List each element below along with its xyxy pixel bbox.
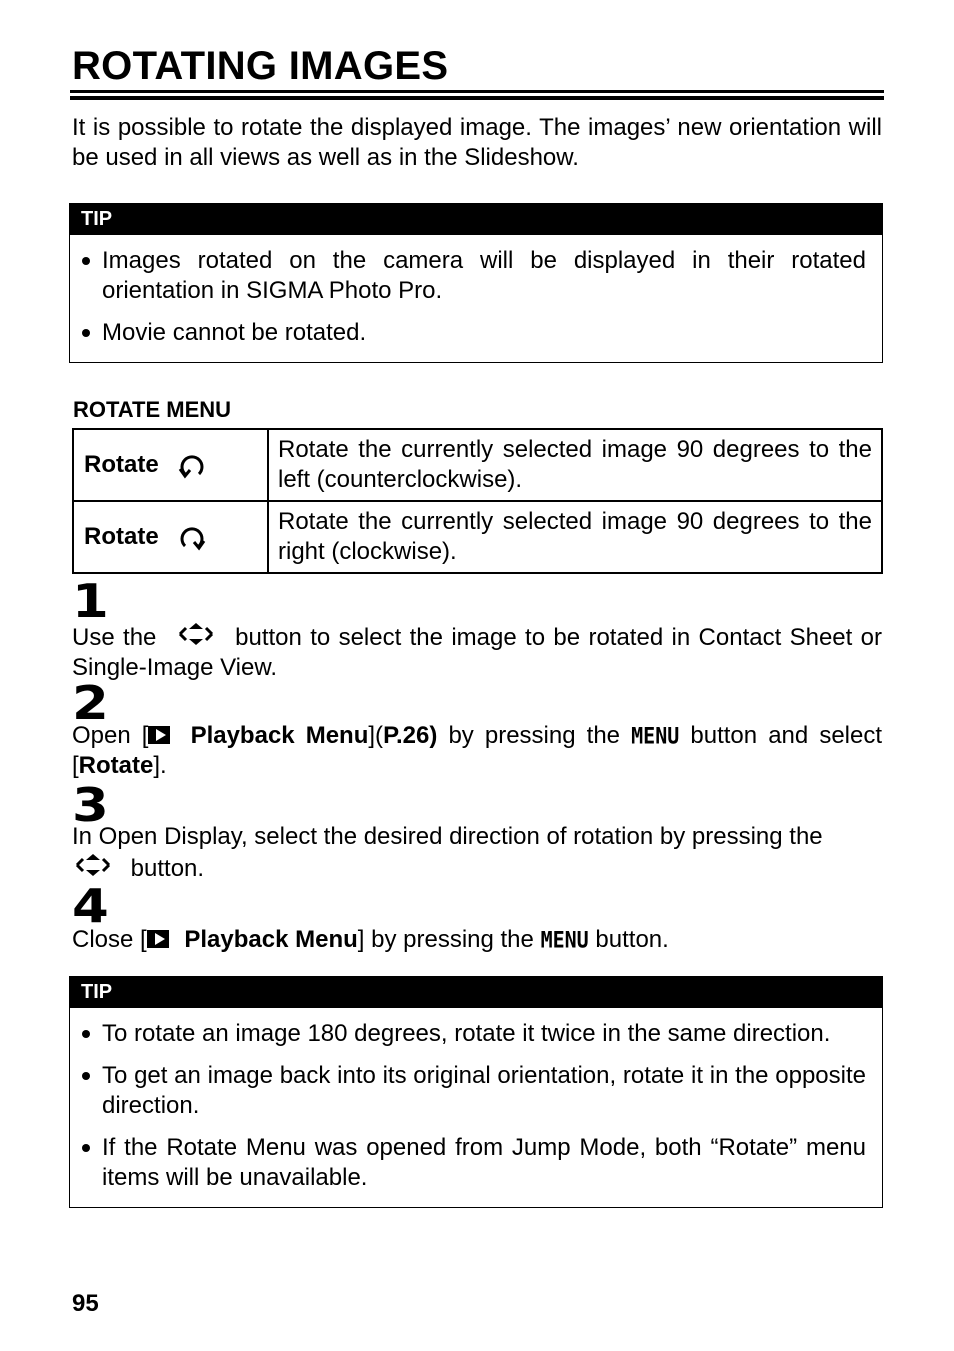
page-title: ROTATING IMAGES xyxy=(72,44,449,88)
rotate-menu-table xyxy=(72,428,883,574)
playback-icon xyxy=(148,726,170,744)
bullet-icon xyxy=(82,1061,102,1121)
table-cell-description: Rotate the currently selected image 90 degrees to the left (counterclockwise). xyxy=(268,429,882,501)
bullet-icon xyxy=(82,1019,102,1049)
table-cell-description: Rotate the currently selected image 90 degrees to the right (clockwise). xyxy=(268,501,882,573)
intro-paragraph: It is possible to rotate the displayed image. The images’ new orientation will be used in all views as well as in the Slideshow. xyxy=(72,114,882,171)
step-number-2: 2 xyxy=(72,676,109,730)
step-number-4: 4 xyxy=(72,879,109,933)
step-1-text: Use the button to select the image to be rotated in Contact Sheet or Single-Image View. xyxy=(72,621,882,683)
table-row xyxy=(73,501,882,573)
step-number-1: 1 xyxy=(72,574,109,628)
list-item: Movie cannot be rotated. xyxy=(82,318,866,348)
tip-label: TIP xyxy=(70,977,882,1008)
step-4-text: Close [ Playback Menu] by pressing the MENU button. xyxy=(72,925,882,955)
table-row xyxy=(73,429,882,501)
title-rule xyxy=(70,90,884,93)
four-way-arrow-icon xyxy=(72,852,114,878)
table-cell-label: Rotate xyxy=(73,429,268,501)
playback-icon xyxy=(147,930,169,948)
page-number: 95 xyxy=(72,1290,99,1317)
title-rule-thick xyxy=(70,96,884,100)
menu-button-icon: MENU xyxy=(631,722,680,750)
step-number-3: 3 xyxy=(72,778,109,832)
bullet-icon xyxy=(82,246,102,306)
list-item: Images rotated on the camera will be displayed in their rotated orientation in SIGMA Photo Pro. xyxy=(82,246,866,306)
tip-box-2 xyxy=(69,976,883,1208)
tip-box-1 xyxy=(69,203,883,363)
rotate-counterclockwise-icon xyxy=(177,452,207,480)
list-item: To rotate an image 180 degrees, rotate it twice in the same direction. xyxy=(82,1019,866,1049)
bullet-icon xyxy=(82,318,102,348)
step-3-text: In Open Display, select the desired direction of rotation by pressing the button. xyxy=(72,823,823,882)
rotate-menu-heading: ROTATE MENU xyxy=(73,397,232,422)
list-item: To get an image back into its original orientation, rotate it in the opposite direction. xyxy=(82,1061,866,1121)
table-cell-label: Rotate xyxy=(73,501,268,573)
list-item: If the Rotate Menu was opened from Jump Mode, both “Rotate” menu items will be unavailable. xyxy=(82,1133,866,1193)
menu-button-icon: MENU xyxy=(540,926,589,954)
step-2-text: Open [ Playback Menu](P.26) by pressing the MENU button and select [Rotate]. xyxy=(72,721,882,781)
tip-label: TIP xyxy=(70,204,882,235)
rotate-clockwise-icon xyxy=(177,524,207,552)
bullet-icon xyxy=(82,1133,102,1193)
four-way-arrow-icon xyxy=(175,621,217,647)
